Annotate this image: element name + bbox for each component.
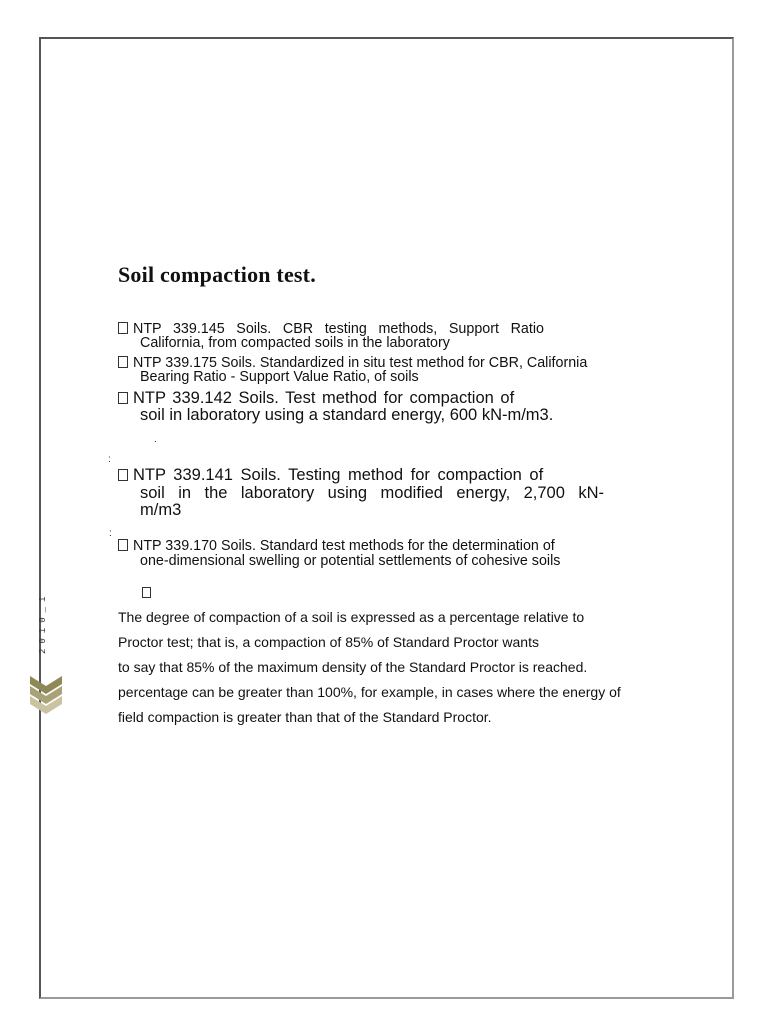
paragraph-line: to say that 85% of the maximum density of the Standard Proctor is reached. (118, 659, 588, 675)
reference-line: soil in the laboratory using modified energy, 2,700 kN- (140, 483, 604, 502)
reference-line: m/m3 (140, 501, 182, 519)
paragraph-line: percentage can be greater than 100%, for example, in cases where the energy of (118, 684, 621, 700)
checkbox-bullet-icon (118, 356, 128, 368)
paragraph-line: The degree of compaction of a soil is expressed as a percentage relative to (118, 609, 585, 625)
checkbox-bullet-icon (118, 322, 128, 334)
stray-mark: . (154, 434, 157, 445)
stray-mark: : (108, 454, 111, 465)
reference-line: NTP 339.141 Soils. Testing method for compaction of (133, 466, 544, 484)
checkbox-bullet-icon (118, 469, 128, 481)
stray-mark: : (109, 528, 112, 539)
reference-item (118, 390, 588, 424)
side-year-label: 2010_1 (38, 591, 48, 654)
paragraph-line: Proctor test; that is, a compaction of 85% of Standard Proctor wants (118, 634, 539, 650)
reference-line: Bearing Ratio - Support Value Ratio, of soils (140, 369, 419, 385)
chevron-logo-icon (28, 674, 64, 718)
checkbox-bullet-icon (118, 392, 128, 404)
reference-line: one-dimensional swelling or potential settlements of cohesive soils (140, 552, 561, 569)
reference-item (118, 322, 544, 350)
reference-line: NTP 339.145 Soils. CBR testing methods, Support Ratio (133, 321, 544, 337)
page-title: Soil compaction test. (118, 262, 316, 287)
body-paragraph (118, 605, 678, 730)
checkbox-bullet-icon (142, 587, 151, 598)
reference-item (118, 467, 604, 520)
reference-item (118, 356, 628, 384)
reference-line: California, from compacted soils in the laboratory (140, 335, 450, 351)
reference-line: NTP 339.175 Soils. Standardized in situ test method for CBR, California (133, 355, 588, 371)
reference-line: NTP 339.142 Soils. Test method for compaction of (133, 389, 515, 407)
reference-line: NTP 339.170 Soils. Standard test methods for the determination of (133, 538, 555, 554)
checkbox-bullet-icon (118, 539, 128, 551)
reference-item (118, 539, 598, 568)
paragraph-line: field compaction is greater than that of the Standard Proctor. (118, 709, 492, 725)
reference-line: soil in laboratory using a standard energy, 600 kN-m/m3. (140, 406, 554, 424)
